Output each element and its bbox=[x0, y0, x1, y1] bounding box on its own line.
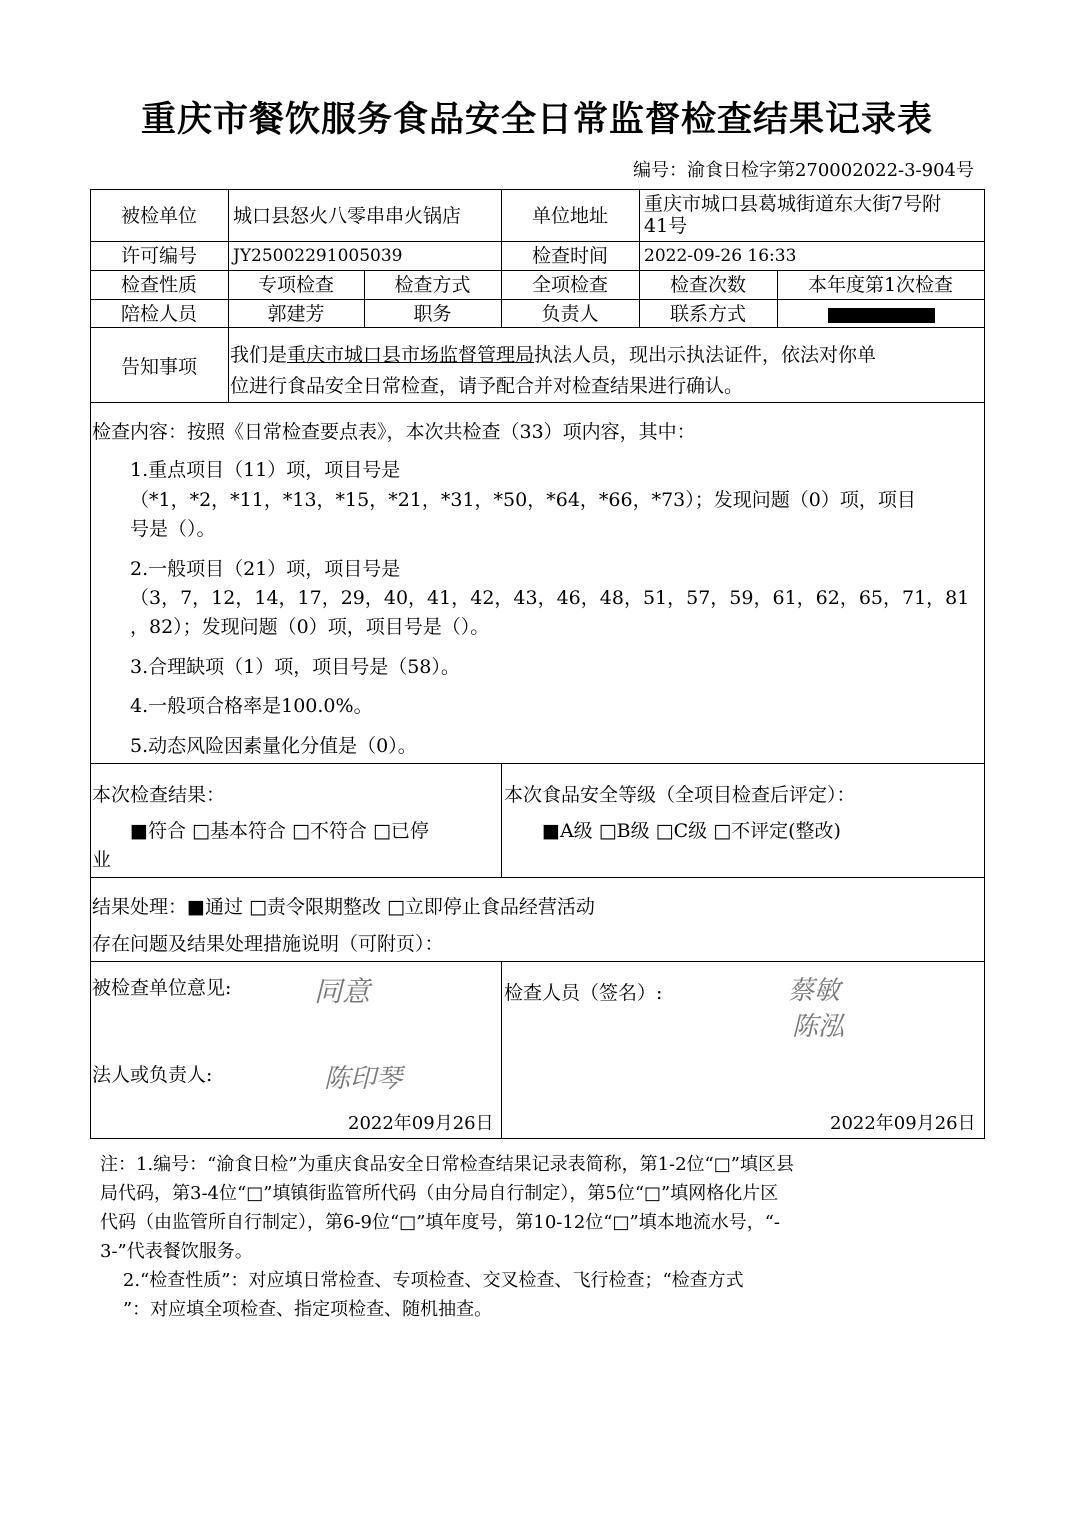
notice-line1-pre: 我们是 bbox=[230, 344, 288, 366]
opinion-label: 被检查单位意见: bbox=[92, 977, 232, 999]
unit-value: 城口县怒火八零串串火锅店 bbox=[233, 205, 462, 227]
legal-handwriting-text: 陈印琴 bbox=[324, 1064, 403, 1094]
content-intro: 检查内容：按照《日常检查要点表》，本次共检查（33）项内容，其中： bbox=[92, 421, 696, 443]
nature-value: 专项检查 bbox=[257, 274, 334, 296]
rule bbox=[501, 763, 502, 878]
grade-options: ■A级 □B级 □C级 □不评定(整改) bbox=[542, 820, 841, 842]
address-label: 单位地址 bbox=[531, 205, 608, 227]
note-line: 注：1.编号：“渝食日检”为重庆食品安全日常检查结果记录表简称，第1-2位“□”填区县 bbox=[100, 1154, 794, 1175]
redacted-contact bbox=[828, 308, 935, 323]
inspector-handwriting-text-1: 蔡敏 bbox=[788, 976, 841, 1006]
handling-description: 存在问题及结果处理措施说明（可附页）： bbox=[92, 933, 444, 955]
notice-line2: 位进行食品安全日常检查，请予配合并对检查结果进行确认。 bbox=[230, 375, 744, 397]
method-value: 全项检查 bbox=[531, 274, 608, 296]
pass-rate: 4.一般项合格率是100.0%。 bbox=[130, 695, 373, 717]
rule bbox=[90, 270, 985, 271]
key-items-line1: 1.重点项目（11）项，项目号是 bbox=[130, 459, 401, 481]
rule bbox=[90, 241, 985, 242]
note-line: 2.“检查性质”：对应填日常检查、专项检查、交叉检查、飞行检查；“检查方式 bbox=[100, 1270, 744, 1291]
position-value: 负责人 bbox=[541, 303, 599, 325]
notes bbox=[100, 1150, 980, 1324]
notice-line1 bbox=[230, 343, 876, 367]
escort-value: 郭建芳 bbox=[267, 303, 325, 325]
general-items-line2: （3，7，12，14，17，29，40，41，42，43，46，48，51，57，59，61，62，65，71，81 bbox=[130, 587, 970, 609]
rule bbox=[501, 961, 502, 1139]
note-line: ”：对应填全项检查、指定项检查、随机抽查。 bbox=[100, 1299, 493, 1320]
result-options-wrap: 业 bbox=[92, 849, 112, 871]
inspector-label: 检查人员（签名）: bbox=[504, 982, 663, 1004]
page-title: 重庆市餐饮服务食品安全日常监督检查结果记录表 bbox=[140, 100, 933, 140]
license-label: 许可编号 bbox=[120, 245, 197, 267]
rule bbox=[90, 961, 985, 962]
result-label: 本次检查结果： bbox=[92, 784, 226, 806]
escort-label: 陪检人员 bbox=[120, 303, 197, 325]
missing-items: 3.合理缺项（1）项，项目号是（58）。 bbox=[130, 656, 460, 678]
position-label: 职务 bbox=[413, 303, 452, 325]
left-date: 2022年09月26日 bbox=[348, 1113, 494, 1134]
rule bbox=[90, 402, 985, 403]
notice-organization: 重庆市城口县市场监督管理局 bbox=[287, 344, 535, 366]
rule bbox=[90, 1138, 985, 1139]
notice-line1-post: 执法人员，现出示执法证件，依法对你单 bbox=[534, 344, 877, 366]
license-value: JY25002291005039 bbox=[233, 246, 403, 266]
legal-label: 法人或负责人: bbox=[92, 1064, 213, 1086]
inspector-handwriting bbox=[786, 969, 876, 1049]
risk-score: 5.动态风险因素量化分值是（0）。 bbox=[130, 735, 417, 757]
address-value-line2: 41号 bbox=[644, 215, 688, 237]
rule bbox=[90, 327, 985, 328]
opinion-handwriting-text: 同意 bbox=[314, 975, 371, 1008]
right-date: 2022年09月26日 bbox=[830, 1113, 976, 1134]
rule bbox=[90, 189, 985, 190]
handling-result: 结果处理：■通过 □责令限期整改 □立即停止食品经营活动 bbox=[92, 896, 595, 918]
rule bbox=[90, 189, 91, 1139]
note-line: 3-”代表餐饮服务。 bbox=[100, 1241, 253, 1262]
grade-label: 本次食品安全等级（全项目检查后评定）： bbox=[504, 784, 856, 806]
key-items-line2: （*1，*2，*11，*13，*15，*21，*31，*50，*64，*66，*73）；发现问题（0）项，项目 bbox=[130, 489, 916, 511]
rule bbox=[90, 299, 985, 300]
note-line: 局代码，第3-4位“□”填镇街监管所代码（由分局自行制定），第5位“□”填网格化片区 bbox=[100, 1183, 779, 1204]
key-items-line3: 号是（）。 bbox=[130, 518, 216, 540]
nature-label: 检查性质 bbox=[120, 274, 197, 296]
unit-label: 被检单位 bbox=[120, 205, 197, 227]
count-label: 检查次数 bbox=[669, 274, 746, 296]
count-value: 本年度第1次检查 bbox=[807, 274, 954, 296]
note-line: 代码（由监管所自行制定），第6-9位“□”填年度号，第10-12位“□”填本地流水号，“- bbox=[100, 1212, 780, 1233]
rule bbox=[90, 877, 985, 878]
legal-handwriting bbox=[322, 1055, 412, 1099]
rule bbox=[90, 763, 985, 764]
opinion-handwriting bbox=[312, 969, 382, 1013]
address-value-line1: 重庆市城口县葛城街道东大街7号附 bbox=[644, 193, 942, 215]
document-number: 编号：渝食日检字第270002022-3-904号 bbox=[632, 160, 974, 181]
notice-label: 告知事项 bbox=[120, 356, 197, 378]
rule bbox=[984, 189, 985, 1139]
time-label: 检查时间 bbox=[531, 245, 608, 267]
general-items-line1: 2.一般项目（21）项，项目号是 bbox=[130, 558, 401, 580]
time-value: 2022-09-26 16:33 bbox=[644, 246, 797, 266]
general-items-line3: ，82）；发现问题（0）项，项目号是（）。 bbox=[130, 616, 490, 638]
result-options: ■符合 □基本符合 □不符合 □已停 bbox=[130, 820, 429, 842]
contact-label: 联系方式 bbox=[669, 303, 746, 325]
inspector-handwriting-text-2: 陈泓 bbox=[792, 1012, 845, 1042]
method-label: 检查方式 bbox=[394, 274, 471, 296]
